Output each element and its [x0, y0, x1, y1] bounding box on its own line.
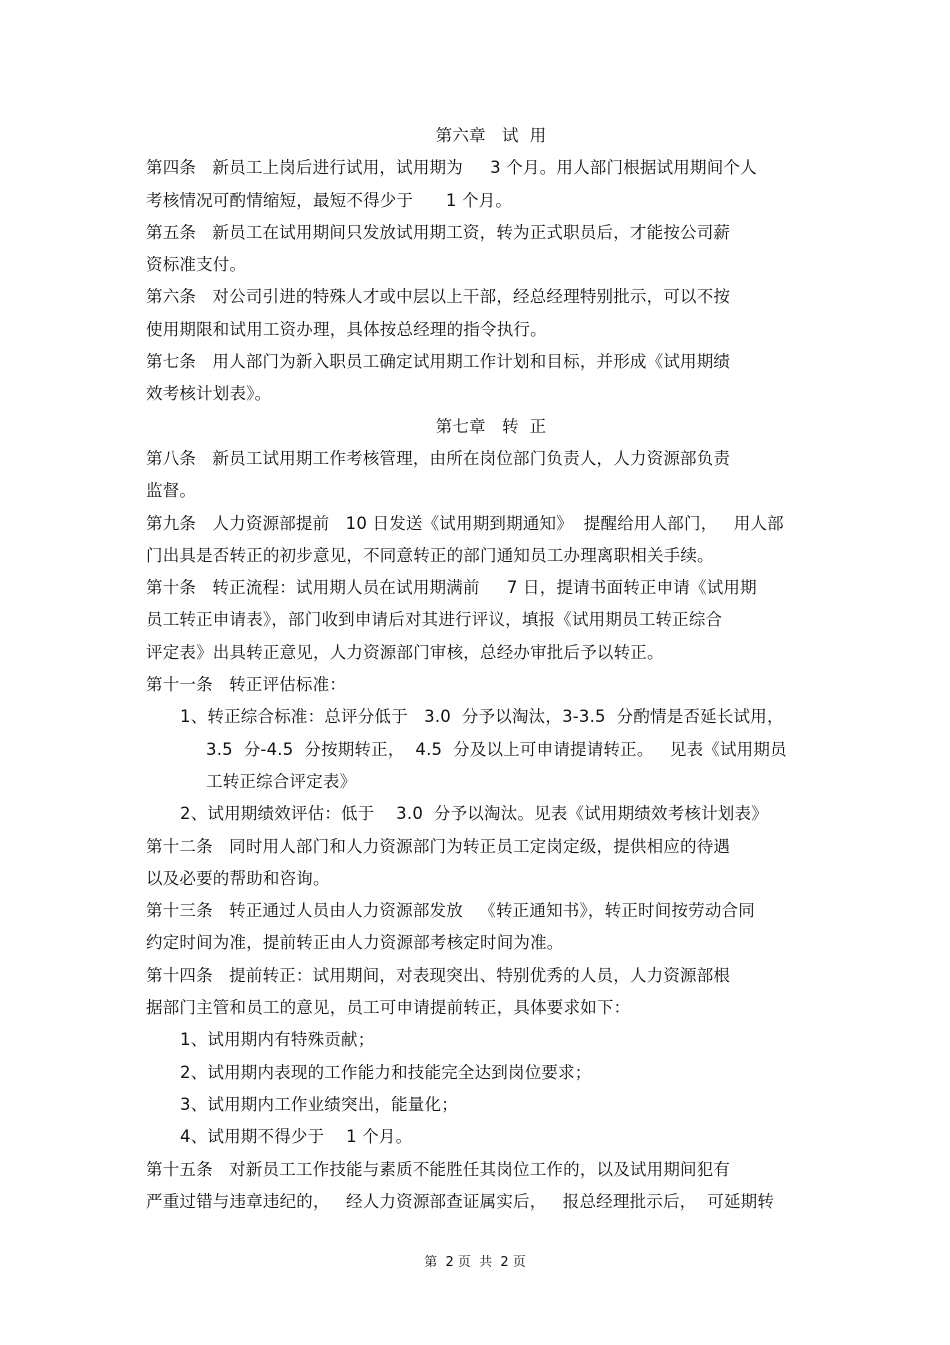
- chapter-heading: 第六章 试 用: [435, 126, 547, 145]
- text-line: 第十一条 转正评估标准：: [146, 675, 347, 695]
- text-line: 第十四条 提前转正：试用期间，对表现突出、特别优秀的人员，人力资源部根: [146, 965, 731, 985]
- list-item: 2、试用期内表现的工作能力和技能完全达到岗位要求；: [180, 1062, 592, 1082]
- text-line: 监督。: [146, 481, 197, 501]
- text-line: 第四条 新员工上岗后进行试用，试用期为 3 个月。用人部门根据试用期间个人: [146, 158, 757, 178]
- text-line: 第十三条 转正通过人员由人力资源部发放 《转正通知书》，转正时间按劳动合同: [146, 901, 755, 921]
- text-line: 使用期限和试用工资办理，具体按总经理的指令执行。: [146, 319, 547, 339]
- text-line: 约定时间为准，提前转正由人力资源部考核定时间为准。: [146, 933, 564, 953]
- list-item: 1、转正综合标准：总评分低于 3.0 分予以淘汰，3-3.5 分酌情是否延长试用，: [180, 707, 784, 727]
- document-body: [146, 120, 816, 1218]
- list-item: 2、试用期绩效评估：低于 3.0 分予以淘汰。见表《试用期绩效考核计划表》: [180, 804, 768, 824]
- text-line: 效考核计划表》。: [146, 384, 272, 404]
- text-line: 考核情况可酌情缩短，最短不得少于 1 个月。: [146, 190, 513, 210]
- list-item: 3、试用期内工作业绩突出，能量化；: [180, 1094, 458, 1114]
- text-line: 评定表》出具转正意见，人力资源部门审核，总经办审批后予以转正。: [146, 642, 664, 662]
- text-line: 第七条 用人部门为新入职员工确定试用期工作计划和目标，并形成《试用期绩: [146, 352, 731, 372]
- chapter-heading: 第七章 转 正: [435, 416, 547, 436]
- page-footer: 第 2 页 共 2 页: [424, 1255, 526, 1270]
- text-line: 第十二条 同时用人部门和人力资源部门为转正员工定岗定级，提供相应的待遇: [146, 836, 731, 856]
- text-line: 第十五条 对新员工工作技能与素质不能胜任其岗位工作的，以及试用期间犯有: [146, 1159, 731, 1179]
- list-item-continuation: 工转正综合评定表》: [206, 771, 357, 791]
- text-line: 第十条 转正流程：试用期人员在试用期满前 7 日，提请书面转正申请《试用期: [146, 578, 757, 598]
- list-item: 4、试用期不得少于 1 个月。: [180, 1127, 413, 1147]
- text-line: 员工转正申请表》，部门收到申请后对其进行评议，填报《试用期员工转正综合: [146, 610, 723, 630]
- list-item: 1、试用期内有特殊贡献；: [180, 1030, 375, 1050]
- text-line: 以及必要的帮助和咨询。: [146, 868, 330, 888]
- text-line: 第六条 对公司引进的特殊人才或中层以上干部，经总经理特别批示，可以不按: [146, 287, 731, 307]
- text-line: 第八条 新员工试用期工作考核管理，由所在岗位部门负责人，人力资源部负责: [146, 448, 731, 468]
- text-line: 门出具是否转正的初步意见，不同意转正的部门通知员工办理离职相关手续。: [146, 545, 714, 565]
- text-line: 第五条 新员工在试用期间只发放试用期工资，转为正式职员后，才能按公司薪: [146, 222, 731, 242]
- list-item-continuation: 3.5 分-4.5 分按期转正， 4.5 分及以上可申请提请转正。 见表《试用期员: [206, 739, 787, 759]
- text-line: 据部门主管和员工的意见，员工可申请提前转正，具体要求如下：: [146, 998, 631, 1018]
- text-line: 第九条 人力资源部提前 10 日发送《试用期到期通知》 提醒给用人部门， 用人部: [146, 513, 784, 533]
- text-line: 严重过错与违章违纪的， 经人力资源部查证属实后， 报总经理批示后， 可延期转: [146, 1191, 775, 1211]
- text-line: 资标准支付。: [146, 255, 247, 275]
